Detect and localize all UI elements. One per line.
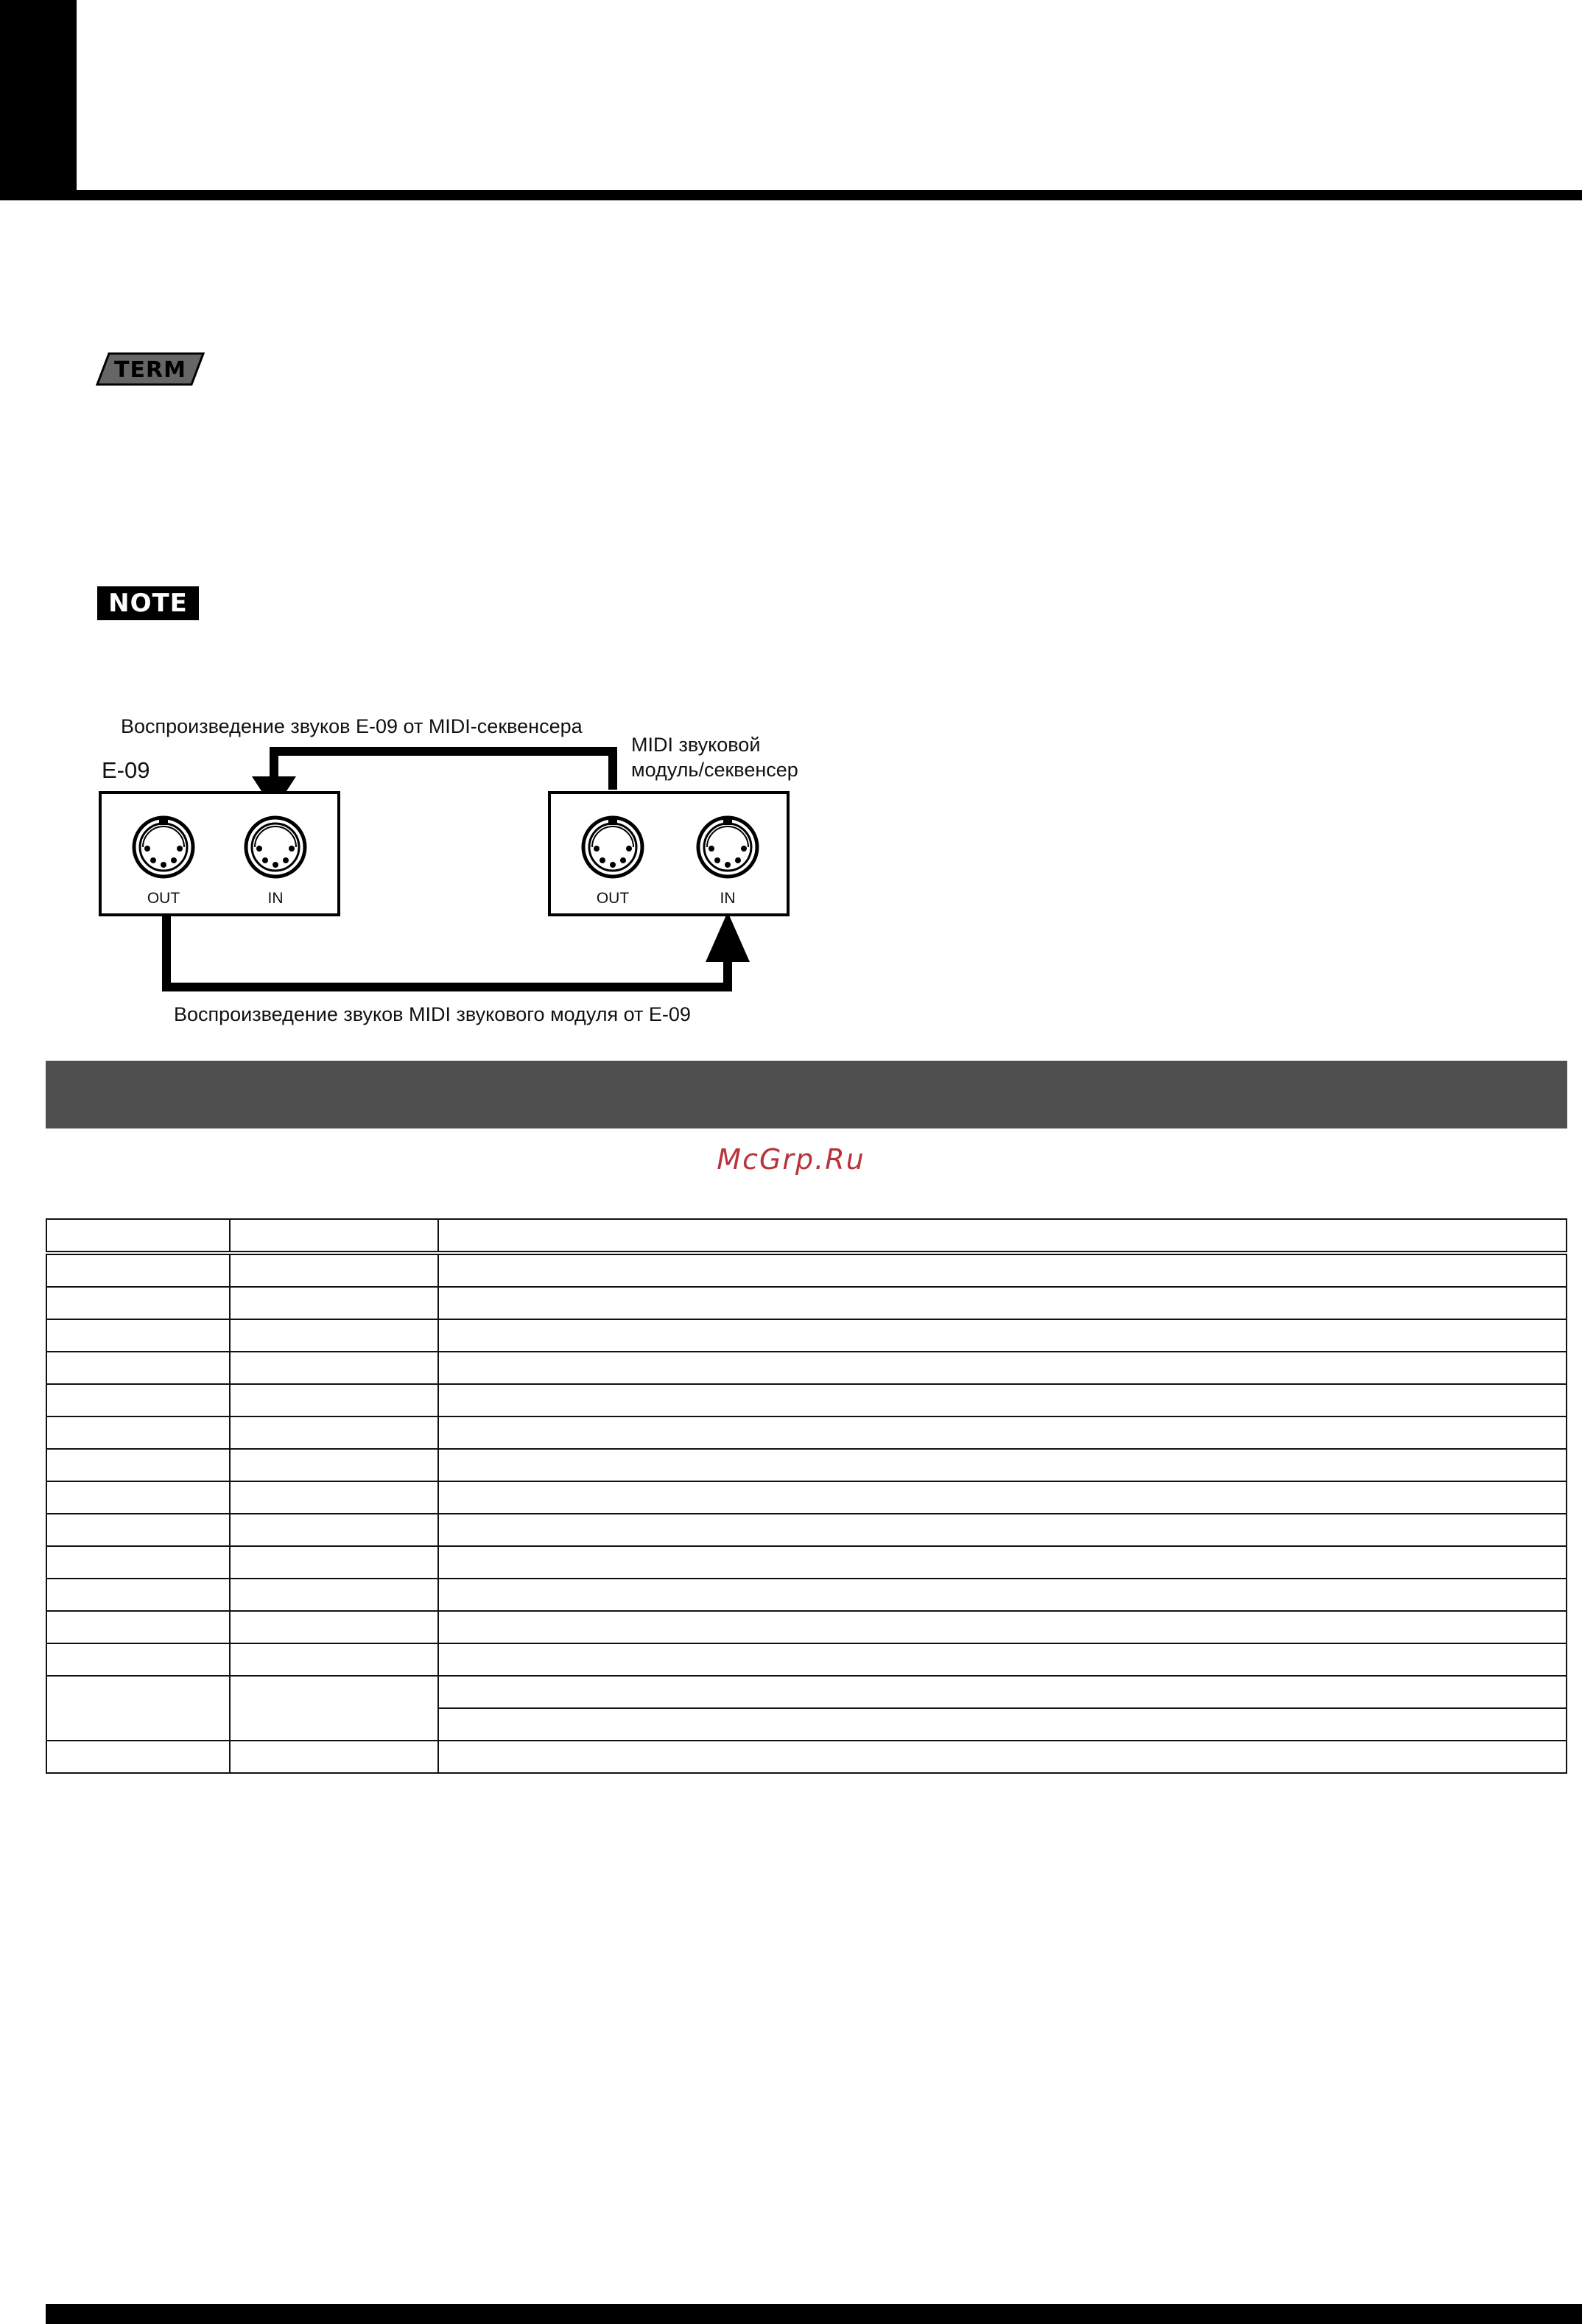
right-device-label-2: модуль/секвенсер [631,759,798,781]
table-cell [230,1741,438,1773]
table-cell [46,1253,230,1287]
table-row [46,1384,1567,1416]
table-cell [46,1481,230,1514]
table-cell [230,1253,438,1287]
module-in-port-icon [698,818,757,877]
table-cell [438,1611,1567,1643]
table-cell [438,1643,1567,1676]
table-header-cell [230,1219,438,1253]
bottom-caption: Воспроизведение звуков MIDI звукового модуля от E-09 [174,1003,691,1025]
table-cell [438,1514,1567,1546]
table-row [46,1579,1567,1611]
table-cell [46,1579,230,1611]
table-cell [438,1352,1567,1384]
table-cell [438,1449,1567,1481]
table-row [46,1481,1567,1514]
right-device-label-1: MIDI звуковой [631,734,761,756]
data-table [46,1218,1567,1774]
table-cell [438,1546,1567,1579]
midi-connection-diagram [88,707,825,1031]
table-header-row [46,1219,1567,1253]
table-row [46,1514,1567,1546]
table-cell [230,1514,438,1546]
arrow-into-module-in [706,912,750,962]
table-cell [46,1384,230,1416]
term-badge [96,352,205,386]
watermark: McGrp.Ru [717,1143,865,1176]
top-caption: Воспроизведение звуков E-09 от MIDI-секвенсера [121,715,583,737]
table-cell [438,1708,1567,1741]
table-cell [46,1643,230,1676]
chapter-tab [0,0,77,200]
table-header-cell [438,1219,1567,1253]
table-cell [230,1449,438,1481]
table-cell [438,1481,1567,1514]
table-cell [46,1611,230,1643]
table-cell [230,1287,438,1319]
table-cell [230,1481,438,1514]
table-row [46,1449,1567,1481]
note-badge: NOTE [97,586,199,620]
table-row [46,1253,1567,1287]
table-cell [46,1287,230,1319]
table-cell [46,1741,230,1773]
table-cell [46,1352,230,1384]
table-cell [46,1319,230,1352]
table-cell [46,1546,230,1579]
e09-out-label: OUT [147,890,180,907]
table-row [46,1416,1567,1449]
table-header-cell [46,1219,230,1253]
table-cell [438,1741,1567,1773]
table-row [46,1676,1567,1708]
table-cell [230,1676,438,1741]
header-rule [77,190,1582,200]
footer-rule [46,2304,1582,2324]
table-row [46,1319,1567,1352]
e09-in-port-icon [246,818,305,877]
cable-top [274,751,613,790]
table-cell [438,1319,1567,1352]
table-cell [46,1449,230,1481]
table-cell [230,1416,438,1449]
table-cell [46,1676,230,1741]
left-device-label: E-09 [102,757,150,783]
term-badge-label: TERM [114,357,186,383]
table-cell [230,1384,438,1416]
table-cell [230,1611,438,1643]
section-header-bar [46,1061,1567,1128]
table-row [46,1611,1567,1643]
table-cell [230,1319,438,1352]
table-row [46,1741,1567,1773]
table-cell [230,1579,438,1611]
table-row [46,1352,1567,1384]
e09-in-label: IN [267,890,284,907]
table-cell [230,1352,438,1384]
cable-bottom [166,915,728,987]
module-out-port-icon [583,818,642,877]
table-cell [230,1643,438,1676]
table-row [46,1287,1567,1319]
table-cell [438,1676,1567,1708]
table-row [46,1546,1567,1579]
table-cell [438,1253,1567,1287]
module-in-label: IN [720,890,736,907]
module-out-label: OUT [596,890,630,907]
table-row [46,1643,1567,1676]
e09-out-port-icon [134,818,193,877]
table-cell [46,1514,230,1546]
table-cell [46,1416,230,1449]
table-cell [438,1579,1567,1611]
table-cell [438,1384,1567,1416]
table-cell [438,1287,1567,1319]
table-cell [438,1416,1567,1449]
table-cell [230,1546,438,1579]
